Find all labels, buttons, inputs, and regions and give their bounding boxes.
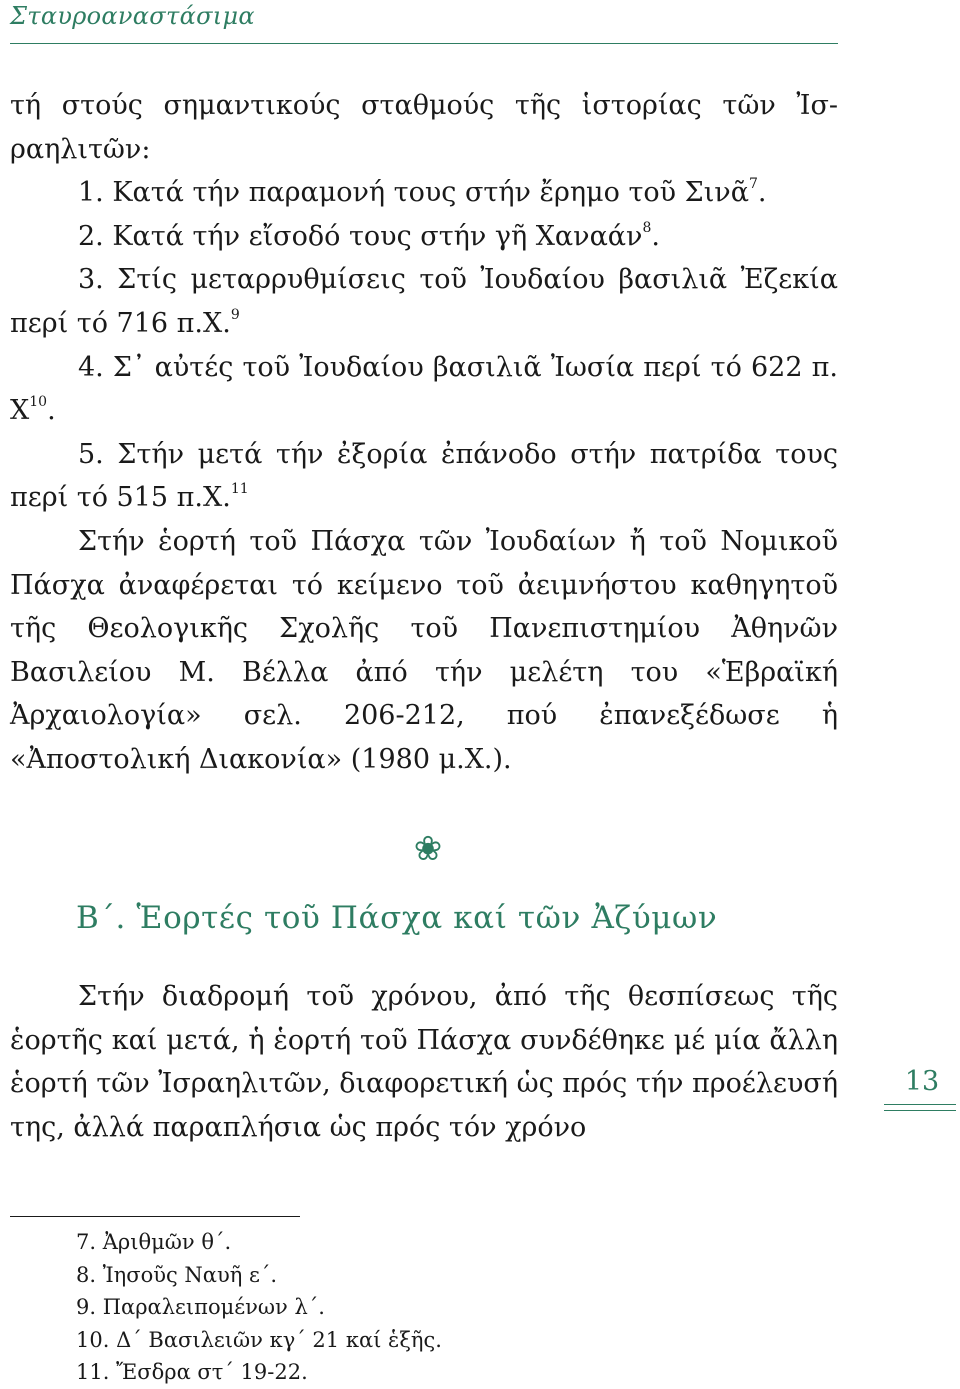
page-number-rule-top (884, 1104, 956, 1105)
header-divider (10, 43, 838, 44)
list-item (10, 346, 838, 433)
list-item-text: 5. Στήν μετά τήν ἐξορία ἐπάνοδο στήν πατρίδα τους περί τό 515 π.Χ. (10, 438, 838, 514)
footnote-item: 9. Παραλειπομένων λ΄. (76, 1295, 325, 1319)
list-item-tail: . (47, 395, 56, 427)
list-item (10, 171, 838, 215)
page-number: 13 (904, 1066, 940, 1097)
footnote-divider (10, 1216, 300, 1217)
footnote-item: 8. Ἰησοῦς Ναυῆ ε΄. (76, 1262, 278, 1287)
page-number-rule-bottom (884, 1110, 956, 1111)
footnote-item: 10. Δ΄ Βασιλειῶν κγ΄ 21 καί ἑξῆς. (76, 1327, 442, 1352)
closing-paragraph: Στήν ἑορτή τοῦ Πάσχα τῶν Ἰουδαίων ἤ τοῦ Νομικοῦ Πάσχα ἀναφέρεται τό κείμενο τοῦ ἀειμνήστου καθηγητοῦ τῆς Θεολογικῆς Σχολῆς τοῦ Πανεπιστημίου Ἀθηνῶν Βασιλείου Μ. Βέλλα ἀπό τήν μελέτη του «Ἑβραϊκή Ἀρχαιολογία» σελ. 206-212, πού ἐπανεξέδωσε ἡ «Ἀποστολική Διακονία» (1980 μ.Χ.). (10, 525, 838, 775)
body-text-top (10, 84, 838, 782)
list-item-tail: . (651, 220, 660, 252)
intro-paragraph: τή στούς σημαντικούς σταθμούς τῆς ἱστορίας τῶν Ἰσραηλιτῶν: (10, 90, 838, 165)
list-item-text: 1. Κατά τήν παραμονή τους στήν ἔρημο τοῦ Σινᾶ (78, 177, 749, 209)
footnote-item: 7. Ἀριθμῶν θ΄. (76, 1230, 232, 1254)
footnote-ref: 9 (230, 306, 240, 323)
running-header-title: Σταυροαναστάσιμα (10, 2, 255, 30)
section-paragraph: Στήν διαδρομή τοῦ χρόνου, ἀπό τῆς θεσπίσεως τῆς ἑορτῆς καί μετά, ἡ ἑορτή τοῦ Πάσχα συνδέθηκε μέ μία ἄλλη ἑορτή τῶν Ἰσραηλιτῶν, διαφορετική ὡς πρός τήν προέλευσή της, ἀλλά παραπλήσια ὡς πρός τόν χρόνο (10, 981, 838, 1143)
list-item-tail: . (757, 177, 767, 209)
footnotes-list (76, 1226, 442, 1389)
footnote-ref: 10 (29, 394, 48, 411)
footnote-ref: 7 (748, 176, 758, 193)
list-item-text: 3. Στίς μεταρρυθμίσεις τοῦ Ἰουδαίου βασιλιᾶ Ἐζεκία περί τό 716 π.Χ. (10, 264, 838, 339)
footnote-ref: 11 (230, 481, 249, 498)
footnote-item: 11. Ἔσδρα στ΄ 19-22. (76, 1360, 308, 1384)
list-item (10, 258, 838, 345)
list-item (10, 215, 838, 259)
list-item (10, 433, 838, 520)
section-heading: Β΄. Ἑορτές τοῦ Πάσχα καί τῶν Ἀζύμων (76, 900, 718, 936)
body-text-bottom (10, 975, 838, 1149)
footnote-ref: 8 (642, 219, 652, 236)
flower-ornament-icon: ❀ (413, 829, 443, 869)
list-item-text: 2. Κατά τήν εἴσοδό τους στήν γῆ Χαναάν (78, 220, 643, 252)
list-item-text: 4. Σ᾽ αὐτές τοῦ Ἰουδαίου βασιλιᾶ Ἰωσία περί τό 622 π. Χ (10, 351, 838, 427)
